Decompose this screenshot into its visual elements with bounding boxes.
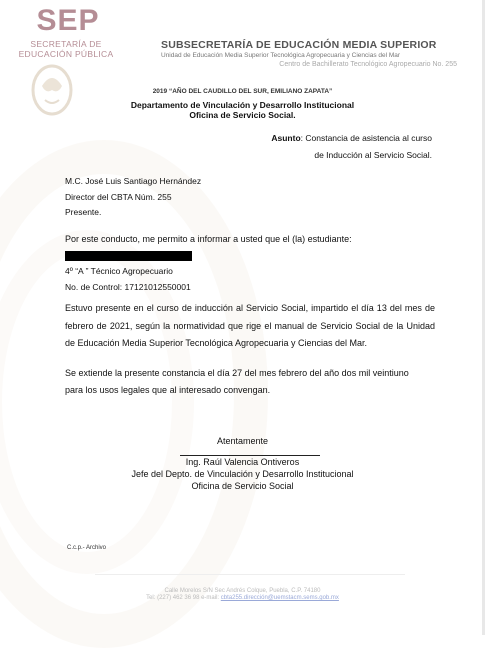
redacted-student-name	[65, 251, 192, 261]
footer-divider	[95, 574, 405, 575]
signature-greeting: Atentamente	[216, 436, 269, 446]
sep-logo-line1: SECRETARÍA DE	[30, 39, 102, 49]
footer-email-link[interactable]: cbta255.dirección@uemstacm.sems.gob.mx	[220, 595, 339, 601]
student-group: 4º “A ” Técnico Agropecuario	[65, 266, 173, 276]
signature-line	[180, 455, 320, 456]
signature-name: Ing. Raúl Valencia Ontiveros	[185, 457, 300, 467]
header-campus: Centro de Bachillerato Tecnológico Agropecuario No. 255	[279, 61, 457, 68]
sep-logo: SEP	[36, 4, 100, 37]
footer-contact	[0, 595, 485, 601]
closing-line-1: Se extiende la presente constancia el día 27 del mes febrero del año dos mil veintiuno	[65, 368, 409, 378]
header-subtitle: Unidad de Educación Media Superior Tecnológica Agropecuaria y Ciencias del Mar	[161, 52, 401, 59]
department-office: Oficina de Servicio Social.	[189, 110, 296, 120]
department-name: Departamento de Vinculación y Desarrollo Institucional	[130, 100, 355, 110]
footer-phone: Tel: (227) 462 36 98 e-mail:	[146, 595, 220, 601]
year-motto: 2019 “AÑO DEL CAUDILLO DEL SUR, EMILIANO ZAPATA”	[152, 88, 333, 95]
recipient-presente: Presente.	[65, 207, 102, 217]
ccp-note: C.c.p.- Archivo	[67, 545, 107, 551]
subject-line	[271, 133, 432, 143]
footer-address: Calle Morelos S/N Sec Andrés Colque, Puebla, C.P. 74180	[164, 588, 321, 594]
closing-line-2: para los usos legales que al interesado convengan.	[65, 385, 271, 395]
recipient-position: Director del CBTA Núm. 255	[65, 192, 172, 202]
subject-label: Asunto	[271, 133, 301, 143]
subject-line-2: de Inducción al Servicio Social.	[314, 150, 432, 160]
sep-logo-line2: EDUCACIÓN PÚBLICA	[18, 49, 114, 59]
body-paragraph: Estuvo presente en el curso de inducción al Servicio Social, impartido el día 13 del mes de febrero de 2021, según la normatividad que rige el manual de Servicio Social de la Unidad de Educación Media Superior Tecnológica Agropecuaria y Ciencias del Mar.	[65, 303, 435, 348]
student-control-number: No. de Control: 17121012550001	[65, 282, 191, 292]
recipient-name: M.C. José Luis Santiago Hernández	[65, 176, 202, 186]
subject-text: : Constancia de asistencia al curso	[300, 133, 432, 143]
signature-office: Oficina de Servicio Social	[191, 481, 294, 491]
header-title: SUBSECRETARÍA DE EDUCACIÓN MEDIA SUPERIOR	[161, 39, 437, 51]
intro-text: Por este conducto, me permito a informar a usted que el (la) estudiante:	[65, 234, 352, 244]
signature-title: Jefe del Depto. de Vinculación y Desarrollo Institucional	[131, 469, 354, 479]
